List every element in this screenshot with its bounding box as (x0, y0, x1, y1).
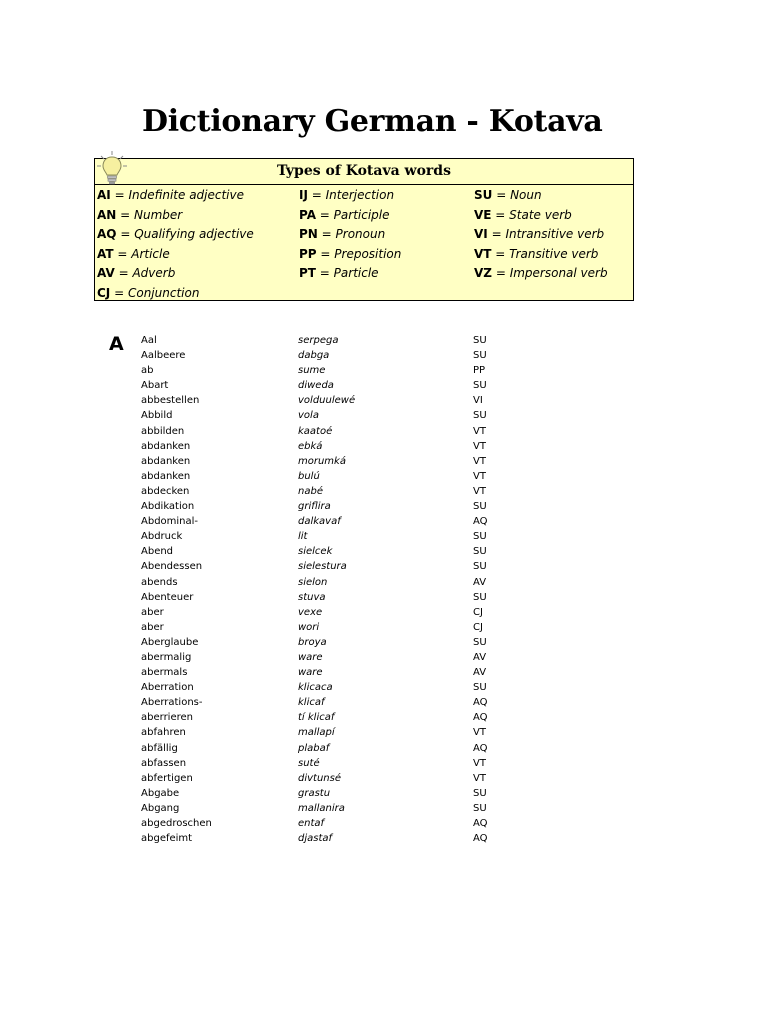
section-letter: A (109, 333, 124, 355)
word-type: VI (473, 395, 483, 407)
kotava-word: klicaf (298, 697, 325, 709)
kotava-word: sielestura (298, 561, 347, 573)
legend-item (299, 264, 401, 284)
german-word: Abdruck (141, 531, 183, 543)
word-type: VT (473, 485, 486, 497)
word-type: AQ (473, 712, 488, 724)
german-word: Abend (141, 546, 174, 558)
german-word: Abart (141, 380, 169, 392)
legend-code: AQ (97, 227, 117, 242)
word-type: CJ (473, 606, 483, 618)
word-type: SU (473, 531, 487, 543)
kotava-word: broya (298, 636, 327, 648)
legend-item (97, 206, 254, 226)
legend-meaning: Particle (333, 266, 379, 281)
kotava-word: volduulewé (298, 395, 356, 407)
word-type: AQ (473, 697, 488, 709)
word-type: SU (473, 561, 487, 573)
legend-code: PT (299, 266, 316, 281)
word-types-legend (94, 158, 634, 301)
legend-meaning: Conjunction (127, 285, 200, 300)
legend-equals: = (487, 227, 506, 242)
word-type: SU (473, 350, 487, 362)
german-word: Abbild (141, 410, 173, 422)
legend-meaning: Transitive verb (509, 246, 599, 261)
word-type: AQ (473, 818, 488, 829)
kotava-word: dalkavaf (298, 516, 341, 528)
legend-item (97, 245, 254, 265)
german-word: abbestellen (141, 395, 200, 407)
legend-code: VT (474, 246, 492, 261)
kotava-word: divtunsé (298, 772, 342, 784)
legend-meaning: Noun (510, 188, 542, 202)
word-type: VT (473, 772, 486, 784)
kotava-word: ebká (298, 440, 323, 452)
word-type: SU (473, 410, 487, 422)
legend-meaning: Intransitive verb (505, 227, 605, 242)
legend-item (474, 245, 608, 265)
page-title: Dictionary German - Kotava (142, 104, 603, 139)
german-word: Aberration (141, 682, 194, 694)
legend-meaning: Pronoun (335, 227, 386, 242)
legend-meaning: Interjection (325, 188, 395, 202)
legend-code: VZ (474, 266, 492, 281)
word-type: SU (473, 591, 487, 603)
kotava-word: klicaca (298, 682, 333, 694)
legend-meaning: State verb (509, 207, 572, 222)
legend-meaning: Number (134, 207, 183, 222)
word-type: SU (473, 787, 487, 799)
kotava-word: tí klicaf (298, 712, 335, 724)
german-word: Abendessen (141, 561, 203, 573)
legend-item (474, 186, 608, 206)
german-word: abdanken (141, 470, 191, 482)
legend-item (474, 264, 608, 284)
german-word: abdecken (141, 485, 190, 497)
legend-code: PA (299, 207, 316, 222)
legend-column-1 (97, 186, 254, 304)
legend-item (474, 225, 608, 245)
word-type: SU (473, 380, 487, 392)
kotava-word: vexe (298, 606, 323, 618)
legend-equals: = (491, 207, 510, 222)
legend-meaning: Impersonal verb (509, 266, 608, 281)
legend-item (299, 245, 401, 265)
german-word: Abdikation (141, 501, 195, 513)
legend-code: VI (474, 227, 488, 242)
german-word: abfassen (141, 757, 187, 769)
legend-equals: = (315, 266, 334, 281)
legend-code: AT (97, 246, 114, 261)
word-type: VT (473, 727, 486, 739)
legend-equals: = (492, 266, 510, 281)
legend-equals: = (110, 188, 129, 202)
legend-equals: = (116, 207, 135, 222)
legend-meaning: Preposition (334, 246, 402, 261)
kotava-word: kaatoé (298, 425, 333, 437)
legend-meaning: Indefinite adjective (128, 188, 244, 202)
legend-meaning: Participle (333, 207, 390, 222)
word-type: SU (473, 802, 487, 814)
word-type: AV (473, 651, 487, 663)
kotava-word: lit (298, 531, 308, 543)
german-word: Aal (141, 335, 157, 346)
german-word: abfällig (141, 742, 178, 754)
legend-column-2 (299, 186, 401, 284)
legend-column-3 (474, 186, 608, 284)
kotava-word: stuva (298, 591, 326, 603)
german-word: aber (141, 621, 164, 633)
legend-meaning: Adverb (132, 266, 176, 281)
german-word: abdanken (141, 455, 191, 467)
legend-item (97, 186, 254, 206)
legend-meaning: Qualifying adjective (134, 227, 254, 242)
word-type: VT (473, 440, 486, 452)
kotava-word: djastaf (298, 833, 333, 845)
legend-equals: = (315, 207, 334, 222)
word-type: SU (473, 335, 487, 346)
kotava-word: morumká (298, 455, 346, 467)
legend-code: AV (97, 266, 115, 281)
kotava-word: nabé (298, 485, 323, 497)
word-type: CJ (473, 621, 483, 633)
legend-item (299, 225, 401, 245)
kotava-word: diweda (298, 380, 334, 392)
kotava-word: sume (298, 365, 326, 377)
legend-equals: = (492, 188, 511, 202)
word-type: AQ (473, 742, 488, 754)
german-word: abbilden (141, 425, 185, 437)
word-type: PP (473, 365, 486, 377)
word-type: AV (473, 667, 487, 679)
legend-code: SU (474, 188, 493, 202)
legend-code: AN (97, 207, 117, 222)
german-word: Abgang (141, 802, 180, 814)
german-word: aberrieren (141, 712, 193, 724)
legend-code: VE (474, 207, 492, 222)
word-type: SU (473, 636, 487, 648)
german-word: Aberrations- (141, 697, 203, 709)
kotava-word: wori (298, 621, 320, 633)
kotava-word: suté (298, 757, 320, 769)
kotava-word: bulú (298, 470, 320, 482)
kotava-word: serpega (298, 335, 339, 346)
legend-code: PN (299, 227, 318, 242)
word-type: SU (473, 546, 487, 558)
german-word: abfertigen (141, 772, 193, 784)
legend-code: AI (97, 188, 111, 202)
german-word: Abdominal- (141, 516, 199, 528)
legend-equals: = (307, 188, 326, 202)
german-word: Abgabe (141, 787, 180, 799)
german-word: abermalig (141, 651, 192, 663)
kotava-word: vola (298, 410, 319, 422)
legend-equals: = (316, 246, 335, 261)
word-type: SU (473, 682, 487, 694)
legend-equals: = (110, 285, 128, 300)
legend-equals: = (317, 227, 336, 242)
word-type: AV (473, 576, 487, 588)
kotava-word: ware (298, 651, 323, 663)
legend-code: PP (299, 246, 317, 261)
german-word: abends (141, 576, 178, 588)
legend-item (97, 264, 254, 284)
legend-item (97, 225, 254, 245)
legend-item (299, 186, 401, 206)
german-word: abgefeimt (141, 833, 193, 845)
legend-equals: = (116, 227, 135, 242)
german-word: abermals (141, 667, 188, 679)
german-word: Abenteuer (141, 591, 194, 603)
kotava-word: griflira (298, 501, 331, 513)
word-type: SU (473, 501, 487, 513)
german-word: Aberglaube (141, 636, 199, 648)
lightbulb-icon (97, 151, 127, 187)
kotava-word: entaf (298, 818, 325, 829)
kotava-word: dabga (298, 350, 330, 362)
german-word: abfahren (141, 727, 186, 739)
word-type: VT (473, 455, 486, 467)
kotava-word: mallanira (298, 802, 345, 814)
word-type: AQ (473, 516, 488, 528)
legend-equals: = (114, 266, 133, 281)
legend-item (299, 206, 401, 226)
german-word: ab (141, 365, 154, 377)
legend-code: CJ (97, 285, 111, 300)
word-type: VT (473, 757, 486, 769)
german-word: abdanken (141, 440, 191, 452)
legend-item (97, 284, 254, 304)
kotava-word: sielcek (298, 546, 333, 558)
legend-title: Types of Kotava words (277, 163, 451, 179)
kotava-word: sielon (298, 576, 328, 588)
legend-code: IJ (299, 188, 308, 202)
german-word: abgedroschen (141, 818, 212, 829)
german-word: aber (141, 606, 164, 618)
kotava-word: grastu (298, 787, 331, 799)
kotava-word: plabaf (298, 742, 330, 754)
kotava-word: ware (298, 667, 323, 679)
word-type: VT (473, 470, 486, 482)
german-word: Aalbeere (141, 350, 186, 362)
legend-item (474, 206, 608, 226)
legend-equals: = (113, 246, 132, 261)
legend-header (95, 159, 633, 185)
word-type: AQ (473, 833, 488, 845)
kotava-word: mallapí (298, 727, 335, 739)
legend-equals: = (491, 246, 510, 261)
legend-meaning: Article (131, 246, 170, 261)
word-type: VT (473, 425, 486, 437)
